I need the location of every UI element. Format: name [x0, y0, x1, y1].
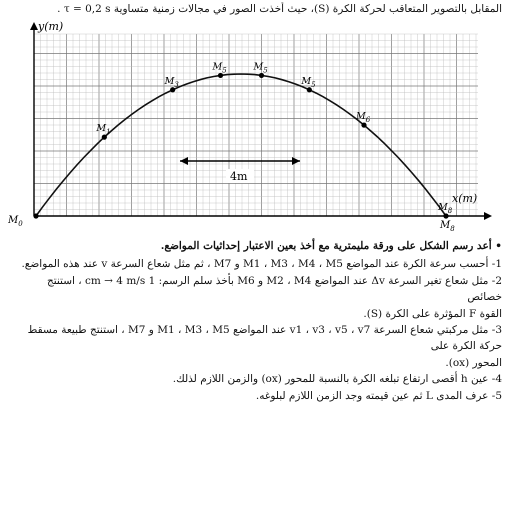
trajectory-points [33, 61, 455, 233]
questions-section [10, 238, 502, 404]
point-label: $M_5$ [301, 75, 316, 89]
point-label-end: $M_8$ [440, 220, 455, 233]
question-2-cont: القوة F المؤثرة على الكرة (S). [363, 307, 502, 320]
point-label: $M_1$ [96, 123, 111, 137]
point-label-m0: $M_0$ [8, 215, 23, 228]
scale-bar [180, 157, 300, 183]
trajectory-curve [36, 74, 446, 216]
point-label: $M_3$ [164, 75, 179, 89]
instruction-text: • أعد رسم الشكل على ورقة مليمترية مع أخذ بعين الاعتبار إحداثيات المواضع. [160, 240, 502, 252]
trajectory-figure [8, 16, 504, 238]
trajectory-svg [8, 16, 504, 238]
y-axis-arrow [30, 22, 38, 30]
scale-label: 4m [230, 170, 248, 183]
point-label: $M_6$ [356, 111, 371, 125]
point-label: $M_8$ [438, 202, 453, 215]
question-3: 3- مثل مركبتي شعاع السرعة v1 ، v3 ، v5 ، v7 عند المواضع M1 ، M3 ، M5 و M7 ، استنتج طبيعة مسقط حركة الكرة على [27, 324, 502, 353]
point-label: $M_5$ [253, 61, 268, 75]
header-text: المقابل بالتصوير المتعاقب لحركة الكرة (S)، حيث أخذت الصور في مجالات زمنية متساوية τ = 0,2 s . [57, 3, 502, 15]
question-4: 4- عين h أقصى ارتفاع تبلغه الكرة بالنسبة للمحور (ox) والزمن اللازم لذلك. [172, 373, 502, 386]
point-label: $M_5$ [212, 61, 227, 75]
trajectory-point [33, 213, 38, 218]
question-5: 5- عرف المدى L ثم عين قيمته وجد الزمن اللازم لبلوغه. [255, 389, 502, 402]
x-axis-arrow [484, 212, 492, 220]
question-3-cont: المحور (ox). [445, 356, 502, 369]
x-axis-label: x(m) [452, 192, 478, 205]
question-1: 1- أحسب سرعة الكرة عند المواضع M1 ، M3 ، M4 ، M5 و M7 ، ثم مثل شعاع السرعة v عند هذه المواضع. [21, 258, 502, 271]
question-2: 2- مثل شعاع تغير السرعة Δv عند المواضع M2 ، M4 و M6 بأخذ سلم الرسم: 1 cm → 4 m/s ، استنتج خصائص [46, 274, 502, 304]
y-axis-label: y(m) [38, 20, 64, 33]
